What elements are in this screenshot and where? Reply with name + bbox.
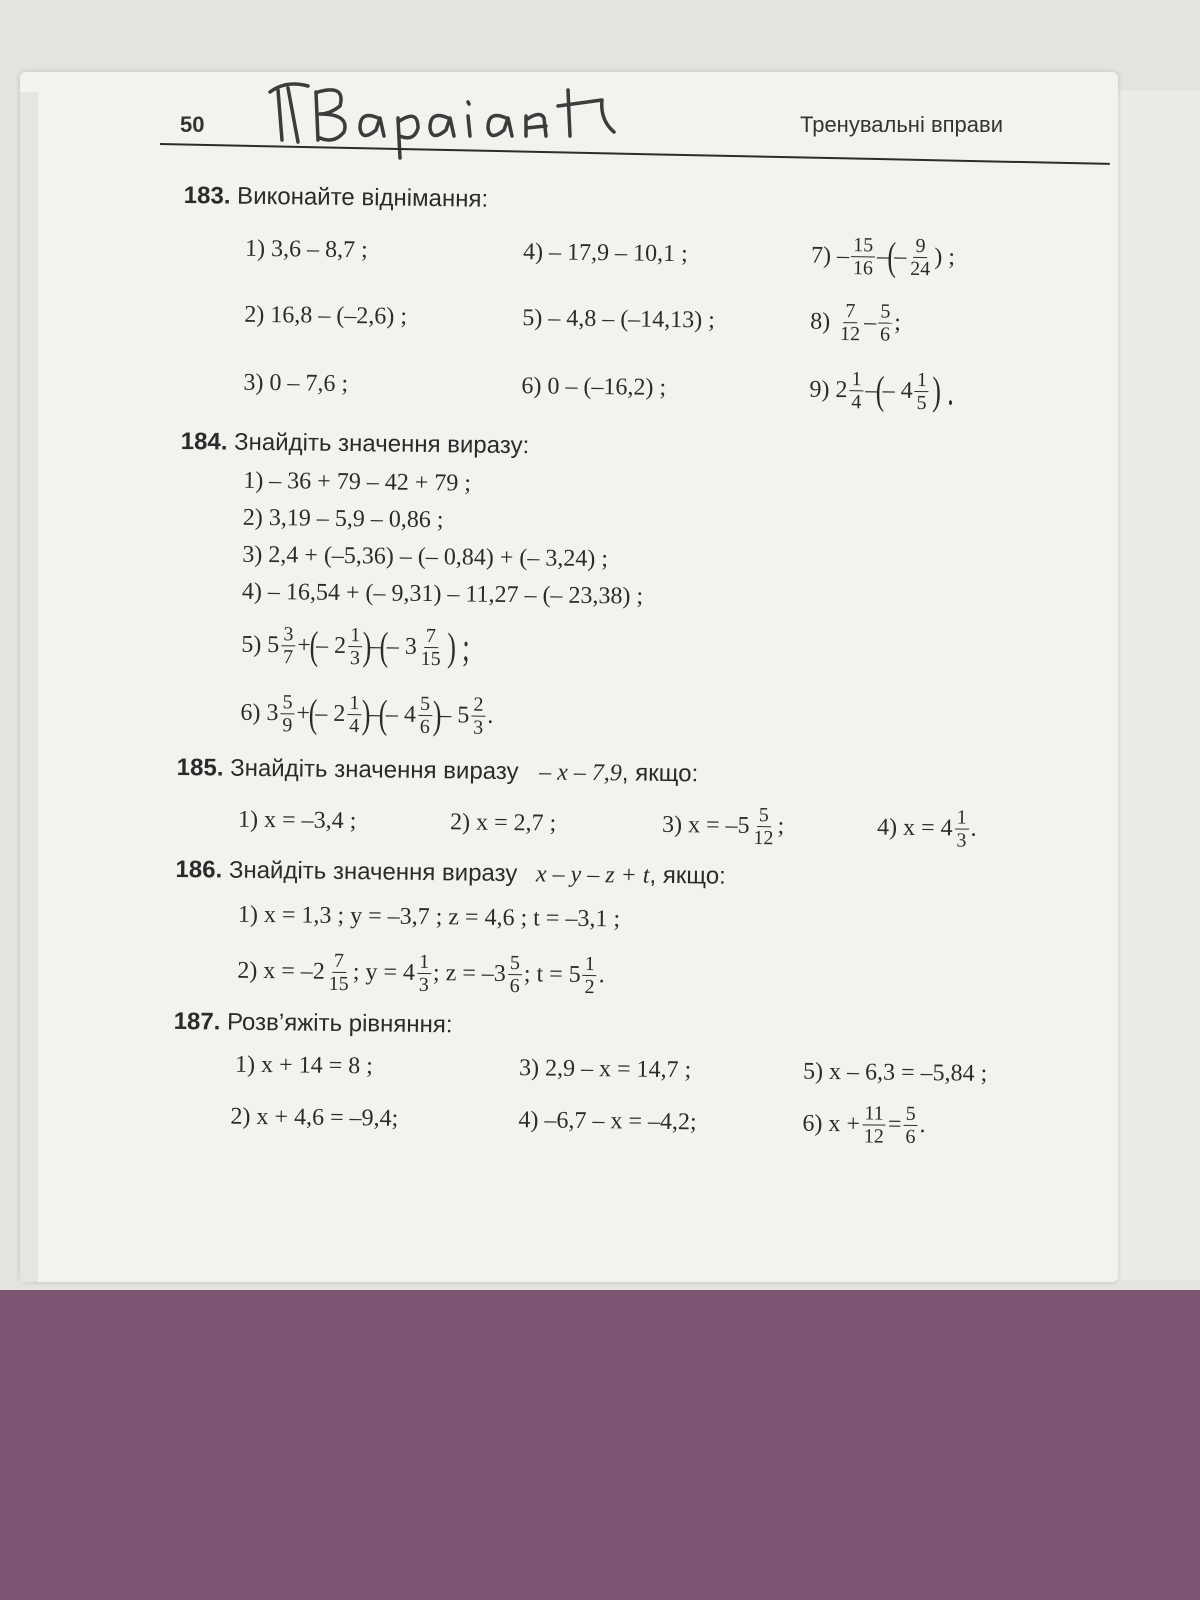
- exercise-title: Знайдіть значення виразу: [229, 754, 519, 786]
- item-183-5: 5) – 4,8 – (–14,13) ;: [522, 304, 716, 333]
- fraction: $\frac{15}{16}$: [852, 233, 874, 279]
- fraction: $\frac{1}{3}$: [956, 805, 967, 852]
- fraction: $\frac{1}{4}$: [851, 367, 862, 413]
- item-183-8: 8) $\frac{7}{12}$ – $\frac{5}{6}$ ;: [810, 299, 902, 346]
- item-185-2: 2) x = 2,7 ;: [449, 808, 557, 837]
- exercise-187-row-2: [172, 1086, 1073, 1157]
- item-186-2: 2) x = –2 $\frac{7}{15}$ ; y = 4 $\frac{1}{3}$ ; z = –3 $\frac{5}{6}$ ; t = 5 $\frac{1}{2}$ .: [237, 949, 605, 998]
- fraction: $\frac{5}{12}$: [753, 803, 774, 849]
- fraction: $\frac{5}{6}$: [419, 692, 431, 738]
- fraction: $\frac{5}{6}$: [879, 300, 891, 346]
- item-185-1: 1) x = –3,4 ;: [237, 806, 357, 834]
- item-187-2: 2) x + 4,6 = –9,4;: [230, 1103, 399, 1132]
- page-number: 50: [180, 112, 205, 137]
- fraction: $\frac{7}{15}$: [328, 949, 349, 995]
- item-187-3: 3) 2,9 – x = 14,7 ;: [518, 1054, 692, 1083]
- item-185-3: 3) x = –5 $\frac{5}{12}$ ;: [661, 803, 785, 849]
- item-183-6: 6) 0 – (–16,2) ;: [521, 372, 667, 401]
- exercise-186-heading: 186. Знайдіть значення виразу x – y – z + t, якщо:: [175, 855, 726, 890]
- purple-cloth: [0, 1290, 1200, 1600]
- fraction: $\frac{2}{3}$: [473, 693, 484, 739]
- fraction: $\frac{1}{2}$: [584, 952, 596, 998]
- item-185-4: 4) x = 4 $\frac{1}{3}$ .: [876, 805, 977, 852]
- item-187-6: 6) x + $\frac{11}{12}$ = $\frac{5}{6}$ .: [802, 1101, 926, 1148]
- exercise-185-heading: 185. Знайдіть значення виразу – x – 7,9, якщо:: [176, 753, 699, 788]
- item-183-4: 4) – 17,9 – 10,1 ;: [522, 238, 688, 267]
- exercise-title: Виконайте віднімання:: [236, 182, 489, 213]
- item-183-9: 9) 2 $\frac{1}{4}$ – ( – 4 $\frac{1}{5}$ ) .: [809, 367, 955, 414]
- item-184-3: 3) 2,4 + (–5,36) – (– 0,84) + (– 3,24) ;: [242, 541, 609, 573]
- running-title: Тренувальні вправи: [800, 112, 1003, 137]
- item-184-5: 5) 5 $\frac{3}{7}$ + ( – 2 $\frac{1}{3}$ ) – ( – 3 $\frac{7}{15}$ ) ;: [241, 622, 470, 670]
- item-184-6: 6) 3 $\frac{5}{9}$ + ( – 2 $\frac{1}{4}$ ) – ( – 4 $\frac{5}{6}$ ) – 5 $\frac{2}{3}$ .: [240, 690, 494, 739]
- item-187-4: 4) –6,7 – x = –4,2;: [518, 1106, 697, 1135]
- fraction: $\frac{1}{3}$: [418, 950, 430, 996]
- fraction: $\frac{1}{4}$: [349, 691, 360, 737]
- fraction: $\frac{1}{3}$: [349, 623, 361, 669]
- page-stack-edge: [20, 92, 38, 1282]
- exercise-number: 185.: [176, 753, 224, 782]
- expression: x – y – z + t: [535, 861, 650, 889]
- exercise-number: 183.: [183, 181, 231, 210]
- item-184-2: 2) 3,19 – 5,9 – 0,86 ;: [242, 504, 444, 534]
- fraction: $\frac{7}{12}$: [839, 299, 861, 345]
- exercise-title: Знайдіть значення виразу: [228, 856, 518, 888]
- exercise-183-row-2: [182, 280, 1083, 359]
- item-184-1: 1) – 36 + 79 – 42 + 79 ;: [243, 467, 472, 497]
- item-187-1: 1) x + 14 = 8 ;: [234, 1051, 374, 1079]
- exercise-content: [172, 176, 1084, 1157]
- item-186-1: 1) x = 1,3 ; y = –3,7 ; z = 4,6 ; t = –3,1 ;: [237, 901, 621, 932]
- fraction: $\frac{9}{24}$: [910, 234, 931, 280]
- exercise-185-items: [176, 788, 1077, 861]
- fraction: $\frac{5}{6}$: [509, 951, 521, 997]
- exercise-number: 184.: [180, 427, 228, 456]
- item-183-3: 3) 0 – 7,6 ;: [243, 369, 349, 397]
- fraction: $\frac{5}{9}$: [282, 690, 293, 736]
- expression: – x – 7,9: [539, 759, 623, 787]
- exercise-183-row-1: [183, 216, 1084, 291]
- exercise-183-row-3: [181, 348, 1082, 427]
- item-183-1: 1) 3,6 – 8,7 ;: [244, 235, 368, 263]
- fraction: $\frac{5}{6}$: [905, 1102, 916, 1148]
- item-183-2: 2) 16,8 – (–2,6) ;: [244, 301, 408, 330]
- item-184-4: 4) – 16,54 + (– 9,31) – 11,27 – (– 23,38) ;: [241, 578, 644, 610]
- fraction: $\frac{7}{15}$: [420, 624, 441, 670]
- exercise-number: 186.: [175, 855, 223, 884]
- fraction: $\frac{3}{7}$: [282, 622, 294, 668]
- fraction: $\frac{11}{12}$: [863, 1101, 884, 1148]
- fraction: $\frac{1}{5}$: [916, 368, 928, 414]
- exercise-number: 187.: [173, 1007, 221, 1036]
- exercise-title: Розв’яжіть рівняння:: [226, 1008, 453, 1039]
- item-183-7: 7) – $\frac{15}{16}$ – ( – $\frac{9}{24}$ ) ;: [810, 233, 956, 280]
- item-187-5: 5) x – 6,3 = –5,84 ;: [802, 1058, 988, 1087]
- exercise-title: Знайдіть значення виразу:: [233, 428, 530, 460]
